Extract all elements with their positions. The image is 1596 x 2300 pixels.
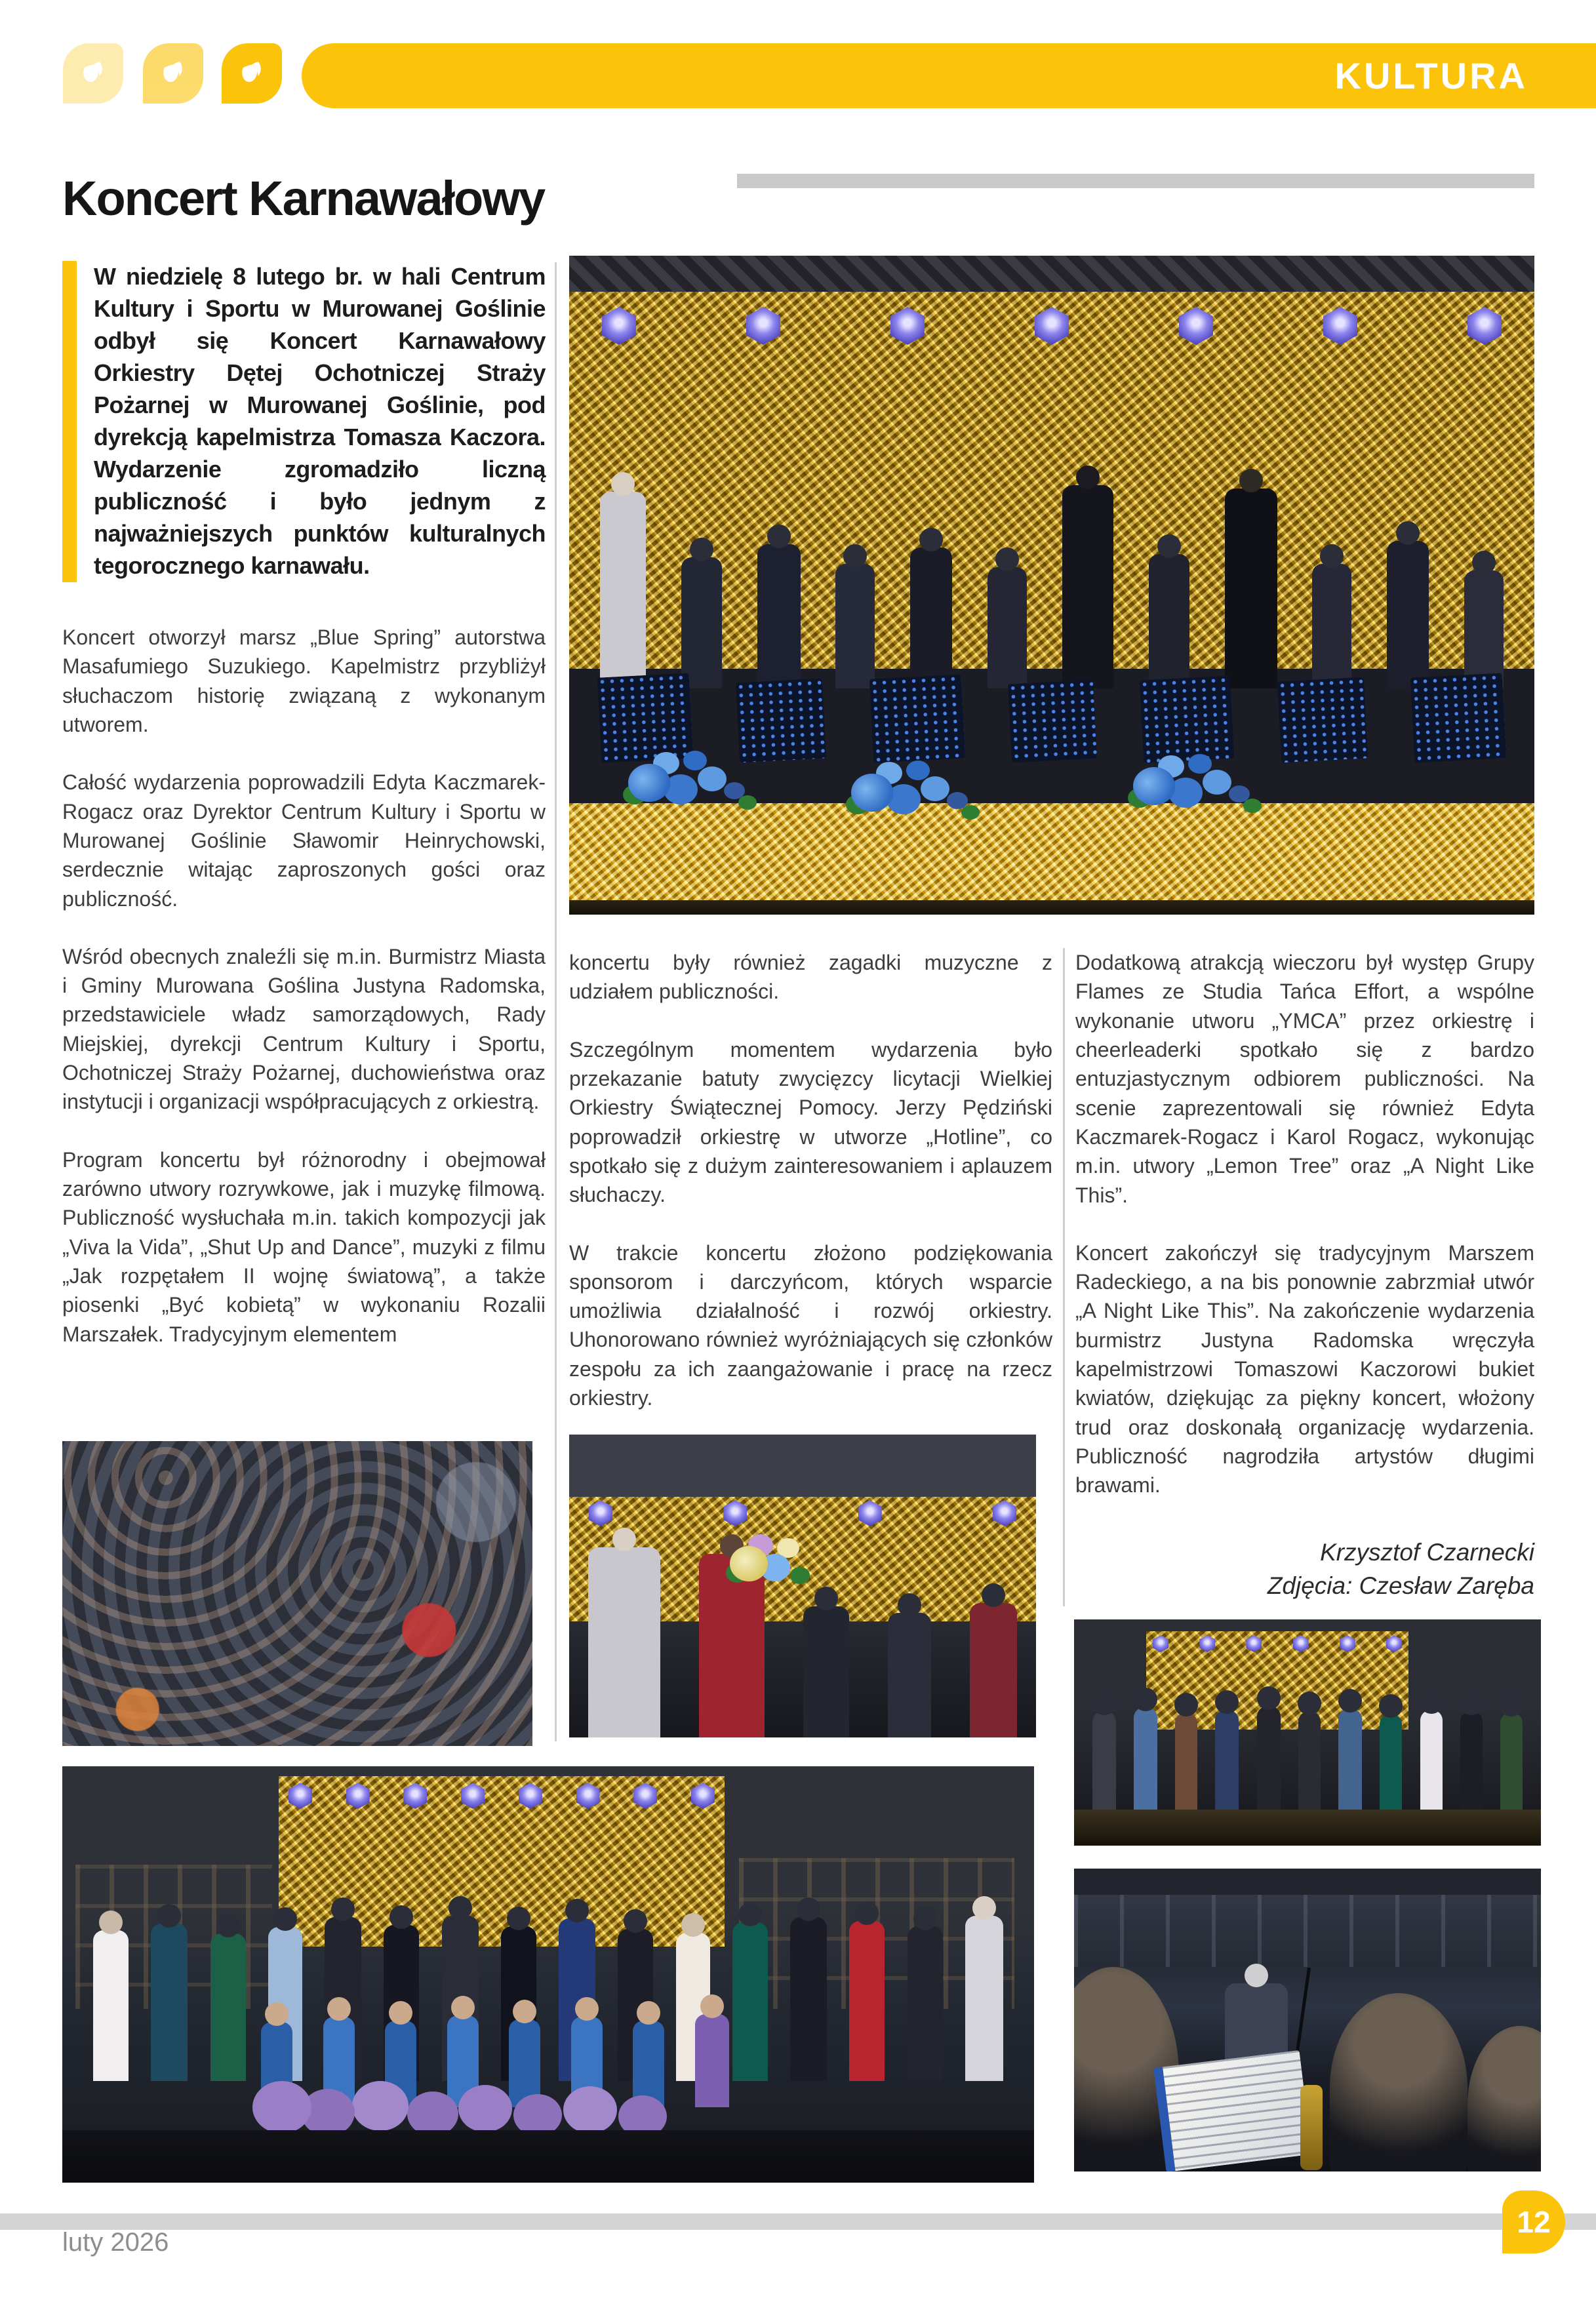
person-silhouette bbox=[93, 1930, 129, 2081]
stage-lights-row bbox=[289, 1783, 715, 1809]
stage-floor bbox=[62, 2130, 1034, 2183]
balcony bbox=[1074, 1895, 1541, 1967]
page-number-leaf bbox=[1502, 2191, 1565, 2253]
stage-light-icon bbox=[1340, 1635, 1355, 1652]
person-silhouette bbox=[1460, 1711, 1483, 1810]
person-silhouette bbox=[908, 1926, 943, 2081]
stage-light-icon bbox=[993, 1500, 1016, 1526]
blue-flowers bbox=[628, 764, 670, 802]
cheerleaders-row bbox=[246, 2002, 744, 2107]
stage-light-icon bbox=[461, 1783, 485, 1809]
section-label: KULTURA bbox=[1334, 55, 1528, 96]
photo-conductor-speech bbox=[1074, 1869, 1541, 2171]
person-silhouette bbox=[1215, 1710, 1239, 1810]
sheet-music bbox=[1153, 2050, 1312, 2171]
photo-main-concert bbox=[569, 256, 1534, 915]
article-column-left bbox=[62, 623, 546, 1378]
photo-audience bbox=[62, 1441, 532, 1746]
column-rule bbox=[555, 262, 557, 1741]
person-silhouette bbox=[447, 2015, 479, 2107]
brass-instrument bbox=[1300, 2085, 1323, 2170]
person-silhouette bbox=[1338, 1709, 1362, 1810]
photo-group bbox=[62, 1766, 1034, 2183]
leaf-logo-icon bbox=[143, 43, 203, 104]
paragraph: koncertu były również zagadki muzyczne z udziałem publiczności. bbox=[569, 951, 1052, 1004]
stage-light-icon bbox=[746, 307, 780, 345]
music-stand bbox=[1140, 675, 1234, 763]
stage-floor bbox=[569, 900, 1534, 915]
person-silhouette bbox=[151, 1924, 188, 2081]
photo-awarded-members bbox=[1074, 1619, 1541, 1846]
leaf-logo-icon bbox=[63, 43, 123, 104]
person-silhouette bbox=[1420, 1710, 1443, 1810]
person-silhouette bbox=[790, 1917, 827, 2081]
footer-issue-date: luty 2026 bbox=[62, 2228, 169, 2257]
stage-light-icon bbox=[691, 1783, 715, 1809]
article-lead: W niedzielę 8 lutego br. w hali Centrum Kultury i Sportu w Murowanej Goślinie odbył się Koncert Karnawałowy Orkiestry Dętej Ochotniczej Straży Pożarnej w Murowanej Goślinie, pod dyrekcją kapelmistrza Tomasza Kaczora. Wydarzenie zgromadziło liczną publiczność i było jednym z najważniejszych punktów kulturalnych tegorocznego karnawału. bbox=[62, 261, 546, 582]
person-silhouette bbox=[1134, 1707, 1157, 1810]
person-silhouette bbox=[695, 2014, 729, 2107]
group-silhouettes bbox=[1083, 1692, 1532, 1810]
photo-flower-presentation bbox=[569, 1435, 1036, 1737]
stage-light-icon bbox=[633, 1783, 657, 1809]
person-silhouette bbox=[965, 1916, 1003, 2081]
stage-light-icon bbox=[519, 1783, 542, 1809]
column-rule bbox=[1063, 948, 1065, 1606]
byline-photo-credit: Zdjęcia: Czesław Zaręba bbox=[1267, 1572, 1534, 1599]
person-silhouette bbox=[970, 1603, 1017, 1737]
stage-light-icon bbox=[1153, 1635, 1168, 1652]
byline-author: Krzysztof Czarnecki bbox=[1320, 1538, 1534, 1566]
person-silhouette bbox=[210, 1933, 246, 2081]
title-rule bbox=[737, 174, 1534, 188]
person-silhouette bbox=[849, 1921, 885, 2081]
leaf-glyph-icon bbox=[231, 52, 273, 94]
music-stand bbox=[1410, 673, 1507, 763]
stage-front-tinsel bbox=[569, 803, 1534, 900]
stage-light-icon bbox=[1323, 307, 1357, 345]
stage-light-icon bbox=[1179, 307, 1213, 345]
paragraph: Wśród obecnych znaleźli się m.in. Burmistrz Miasta i Gminy Murowana Goślina Justyna Radomska, przedstawiciele władz samorządowych, Rady Miejskiej, dyrekcji Centrum Kultury i Sportu, Ochotniczej Straży Pożarnej, duchowieństwa oraz instytucji i organizacji współpracujących z orkiestrą. bbox=[62, 944, 546, 1114]
person-silhouette bbox=[699, 1554, 765, 1737]
purple-pompoms bbox=[252, 2081, 311, 2133]
paragraph: Całość wydarzenia poprowadzili Edyta Kaczmarek-Rogacz oraz Dyrektor Centrum Kultury i Sportu w Murowanej Goślinie Sławomir Heinrychowski, serdecznie witając zaproszonych gości oraz publiczność. bbox=[62, 770, 546, 911]
stage-light-icon bbox=[858, 1500, 882, 1526]
stage-light-icon bbox=[1386, 1635, 1402, 1652]
music-stand bbox=[869, 674, 965, 763]
person-silhouette bbox=[888, 1613, 931, 1737]
byline bbox=[1075, 1536, 1534, 1602]
leaf-logo-icon bbox=[222, 43, 282, 104]
paragraph: Program koncertu był różnorodny i obejmował zarówno utwory rozrywkowe, jak i muzykę filmową. Publiczność wysłuchała m.in. takich kompozycji jak „Viva la Vida”, „Shut Up and Dance”, muzyki z filmu „Jak rozpętałem II wojnę światową”, a także piosenki „Być kobietą” w wykonaniu Rozalii Marszałek. Tradycyjnym elementem bbox=[62, 1147, 546, 1346]
stage-light-icon bbox=[576, 1783, 600, 1809]
person-silhouette bbox=[1092, 1711, 1116, 1810]
blue-flowers bbox=[851, 774, 893, 812]
paragraph: Dodatkową atrakcją wieczoru był występ Grupy Flames ze Studia Tańca Effort, a wspólne wykonanie utworu „YMCA” przez orkiestrę i cheerleaderki spotkało się z bardzo entuzjastycznym odbiorem publiczności. Na scenie zaprezentowali się również Edyta Kaczmarek-Rogacz i Karol Rogacz, wykonując m.in. utwory „Lemon Tree” oraz „A Night Like This”. bbox=[1075, 951, 1534, 1207]
paragraph: W trakcie koncertu złożono podziękowania sponsorom i darczyńcom, których wsparcie umożliwia działalność i rozwój orkiestry. Uhonorowano również wyróżniających się członków zespołu za ich zaangażowanie i pracę na rzecz orkiestry. bbox=[569, 1240, 1052, 1410]
page-title: Koncert Karnawałowy bbox=[62, 170, 545, 226]
stage-lights-row bbox=[589, 1500, 1016, 1526]
leaf-glyph-icon bbox=[72, 52, 114, 94]
stage-light-icon bbox=[589, 1500, 612, 1526]
person-silhouette bbox=[1500, 1713, 1523, 1810]
footer-rule bbox=[0, 2213, 1596, 2230]
paragraph: Szczególnym momentem wydarzenia było przekazanie batuty zwycięzcy licytacji Wielkiej Orkiestry Świątecznej Pomocy. Jerzy Pędziński poprowadził orkiestrę w utworze „Hotline”, co spotkało się z dużym zainteresowaniem i aplauzem słuchaczy. bbox=[569, 1037, 1052, 1207]
stage-light-icon bbox=[1293, 1635, 1309, 1652]
person-silhouette bbox=[1380, 1714, 1402, 1810]
stage-floor bbox=[1074, 1810, 1541, 1846]
music-stand bbox=[736, 679, 826, 763]
music-stand bbox=[1277, 677, 1368, 763]
paragraph: Koncert zakończył się tradycyjnym Marszem Radeckiego, a na bis ponownie zabrzmiał utwór „A Night Like This”. Na zakończenie wydarzenia burmistrz Justyna Radomska wręczyła kapelmistrzowi Tomaszowi Kaczorowi bukiet kwiatów, dziękując za piękny koncert, włożony trud oraz doskonałą organizację wydarzenia. Publiczność nagrodziła artystów długimi brawami. bbox=[1075, 1240, 1534, 1497]
stage-truss bbox=[569, 256, 1534, 292]
person-silhouette bbox=[323, 2017, 355, 2107]
stage-light-icon bbox=[346, 1783, 370, 1809]
person-silhouette bbox=[1257, 1706, 1281, 1810]
person-silhouette bbox=[571, 2017, 603, 2107]
leaf-glyph-icon bbox=[152, 52, 194, 94]
person-silhouette bbox=[803, 1606, 849, 1737]
stage-light-icon bbox=[1467, 307, 1502, 345]
person-silhouette bbox=[509, 2019, 540, 2107]
person-silhouette bbox=[588, 1547, 660, 1737]
music-stands-row bbox=[576, 656, 1528, 761]
blue-flowers bbox=[1133, 767, 1175, 805]
figures bbox=[569, 1533, 1036, 1737]
person-silhouette bbox=[385, 2021, 416, 2107]
foreground-musician-head bbox=[1330, 1993, 1467, 2171]
stage-light-icon bbox=[1035, 307, 1069, 345]
stage-light-icon bbox=[403, 1783, 427, 1809]
stage-light-icon bbox=[602, 307, 636, 345]
stage-lights-row bbox=[602, 307, 1502, 345]
music-stand bbox=[597, 673, 693, 763]
stage-light-icon bbox=[890, 307, 925, 345]
stage-light-icon bbox=[1246, 1635, 1262, 1652]
stage-light-icon bbox=[289, 1783, 312, 1809]
page-number: 12 bbox=[1517, 2205, 1551, 2239]
section-header-bar bbox=[302, 43, 1596, 108]
stage-lights-row bbox=[1153, 1635, 1402, 1652]
person-silhouette bbox=[1175, 1713, 1197, 1810]
paragraph: Koncert otworzył marsz „Blue Spring” autorstwa Masafumiego Suzukiego. Kapelmistrz przybliżył słuchaczom historię związaną z wykonanym utworem. bbox=[62, 625, 546, 736]
bouquet bbox=[730, 1546, 768, 1581]
music-stand bbox=[1008, 680, 1097, 763]
audience-crowd bbox=[62, 1441, 532, 1746]
person-silhouette bbox=[633, 2021, 664, 2107]
stage-light-icon bbox=[1199, 1635, 1215, 1652]
person-silhouette bbox=[1298, 1711, 1321, 1810]
article-column-middle bbox=[569, 948, 1052, 1441]
article-column-right bbox=[1075, 948, 1534, 1602]
stage-light-icon bbox=[723, 1500, 747, 1526]
